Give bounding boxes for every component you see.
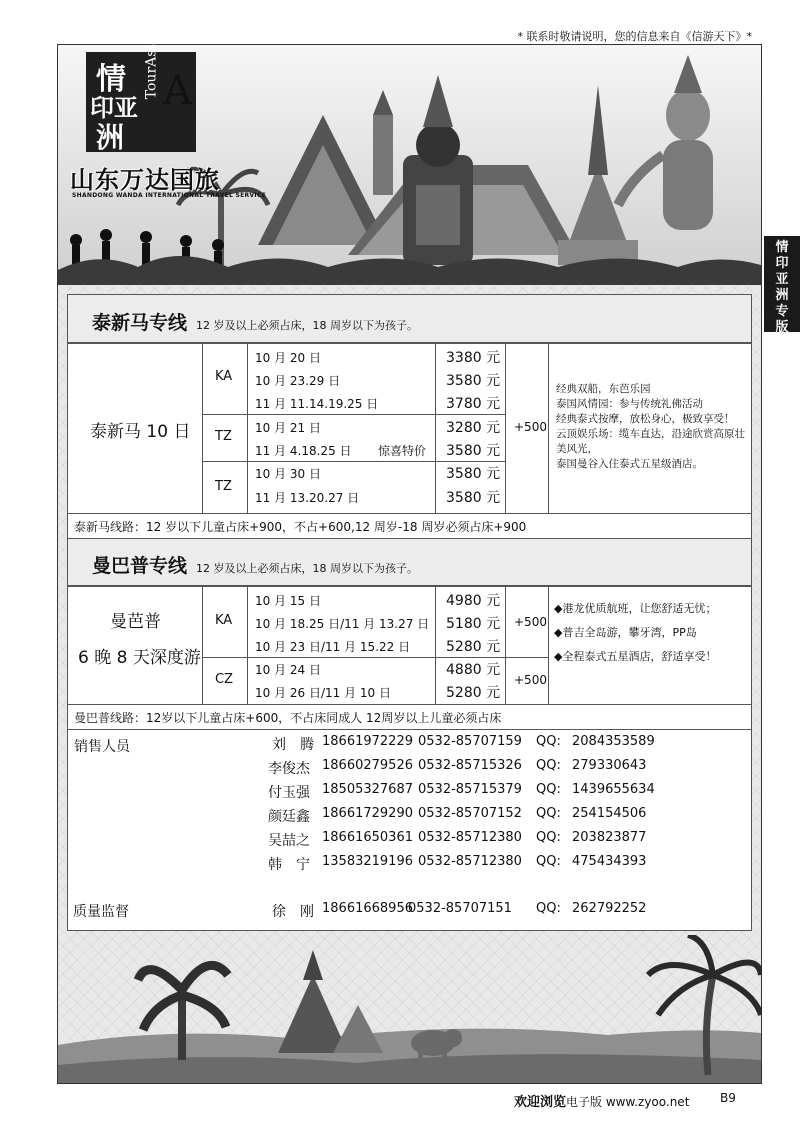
contact-phone[interactable]: 0532-85712380 — [418, 854, 522, 869]
contact-phone[interactable]: 0532-85712380 — [418, 830, 522, 845]
section2-features — [554, 597, 750, 669]
contact-name: 颜廷鑫 — [268, 809, 310, 825]
source-note: * 联系时敬请说明，您的信息来自《信游天下》* — [517, 30, 752, 43]
page-number: B9 — [720, 1091, 736, 1105]
price: 5280 元 — [446, 639, 501, 655]
side-tab-char: 情 — [775, 240, 789, 255]
departure-date: 10 月 26 日/11 月 10 日 — [255, 686, 392, 700]
departure-date: 10 月 15 日 — [255, 594, 321, 608]
footer-caption — [514, 1091, 689, 1110]
section1-note: 12 岁及以上必须占床，18 周岁以下为孩子。 — [196, 319, 418, 332]
logo-char-3: 洲 — [96, 121, 125, 154]
section1-route-note: 泰新马线路：12 岁以下儿童占床+900，不占+600,12 周岁-18 周岁必须占床+900 — [74, 520, 527, 534]
landscape-scene — [58, 935, 761, 1083]
contact-qq[interactable]: 2084353589 — [572, 734, 655, 749]
logo-letter: A — [163, 68, 192, 114]
quality-label: 质量监督 — [73, 904, 129, 920]
section2-header — [68, 539, 751, 586]
side-tab-char: 亚 — [775, 272, 789, 287]
section1-header — [68, 295, 751, 343]
section2-note: 12 岁及以上必须占床，18 周岁以下为孩子。 — [196, 562, 418, 575]
price: 5180 元 — [446, 616, 501, 632]
departure-date: 10 月 20 日 — [255, 351, 321, 365]
qq-label: QQ: — [536, 901, 561, 916]
airline-code: KA — [215, 369, 233, 384]
price: 4980 元 — [446, 593, 501, 609]
footer-label: 电子版 — [566, 1095, 603, 1109]
qq-label: QQ: — [536, 734, 561, 749]
qq-label: QQ: — [536, 854, 561, 869]
section1-product: 泰新马 10 日 — [90, 422, 191, 442]
contact-qq[interactable]: 1439655634 — [572, 782, 655, 797]
departure-date: 10 月 23 日/11 月 15.22 日 — [255, 640, 411, 654]
sales-label: 销售人员 — [74, 739, 130, 755]
company-name-en: SHANDONG WANDA INTERNATIONAL TRAVEL SERVICE — [72, 192, 267, 199]
airline-code: KA — [215, 613, 233, 628]
feature-item: 经典泰式按摩，放松身心，极致享受！ — [556, 413, 735, 425]
contact-mobile[interactable]: 18661650361 — [322, 830, 413, 845]
airline-code: TZ — [215, 479, 232, 494]
section1-features — [556, 382, 746, 472]
price: 3580 元 — [446, 466, 501, 482]
contact-name: 吴喆之 — [268, 833, 310, 849]
section1-table — [67, 343, 752, 514]
price: 3580 元 — [446, 373, 501, 389]
logo-en: TourAsia — [143, 36, 160, 100]
pagoda-icon — [278, 950, 383, 1053]
contact-mobile[interactable]: 13583219196 — [322, 854, 413, 869]
contact-phone[interactable]: 0532-85715379 — [418, 782, 522, 797]
departure-date: 10 月 18.25 日/11 月 13.27 日 — [255, 617, 430, 631]
price: 3580 元 — [446, 490, 501, 506]
special-offer: 惊喜特价 — [378, 444, 427, 458]
contact-mobile[interactable]: 18661668956 — [322, 901, 413, 916]
contact-qq[interactable]: 262792252 — [572, 901, 647, 916]
contact-phone[interactable]: 0532-85715326 — [418, 758, 522, 773]
price: 5280 元 — [446, 685, 501, 701]
departure-date: 10 月 24 日 — [255, 663, 321, 677]
departure-date: 10 月 23.29 日 — [255, 374, 341, 388]
section2-route-note: 曼巴普线路：12岁以下儿童占床+600，不占床同成人 12周岁以上儿童必须占床 — [74, 711, 502, 725]
contact-phone[interactable]: 0532-85707152 — [418, 806, 522, 821]
airline-code: TZ — [215, 429, 232, 444]
contact-phone[interactable]: 0532-85707159 — [418, 734, 522, 749]
footer-illustration — [58, 935, 761, 1083]
price: 3580 元 — [446, 443, 501, 459]
contact-mobile[interactable]: 18505327687 — [322, 782, 413, 797]
departure-date: 10 月 30 日 — [255, 467, 321, 481]
departure-date: 11 月 4.18.25 日 — [255, 444, 352, 458]
feature-item: 经典双船，东芭乐园 — [556, 383, 651, 395]
airline-code: CZ — [215, 672, 233, 687]
footer-url[interactable]: www.zyoo.net — [605, 1095, 690, 1109]
contact-mobile[interactable]: 18660279526 — [322, 758, 413, 773]
feature-item: ◆港龙优质航班，让您舒适无忧； — [554, 602, 717, 615]
feature-item: ◆普吉全岛游，攀牙湾，PP岛 — [554, 626, 697, 639]
feature-item: ◆全程泰式五星酒店，舒适享受！ — [554, 650, 717, 663]
contact-mobile[interactable]: 18661972229 — [322, 734, 413, 749]
qq-label: QQ: — [536, 806, 561, 821]
section1-title: 泰新马专线 — [92, 312, 188, 334]
price: 4880 元 — [446, 662, 501, 678]
logo-char-1: 情 — [96, 62, 126, 97]
section2-product-line2: 6 晚 8 天深度游 — [78, 648, 201, 668]
contact-name: 韩 宁 — [268, 857, 310, 873]
qq-label: QQ: — [536, 758, 561, 773]
contact-qq[interactable]: 203823877 — [572, 830, 647, 845]
section2-product-line1: 曼芭普 — [110, 612, 161, 632]
contact-qq[interactable]: 475434393 — [572, 854, 647, 869]
contact-phone[interactable]: 0532-85707151 — [408, 901, 512, 916]
surcharge: +500 — [514, 615, 547, 629]
departure-date: 10 月 21 日 — [255, 421, 321, 435]
price: 3380 元 — [446, 350, 501, 366]
contact-name: 刘 腾 — [272, 737, 314, 753]
qq-label: QQ: — [536, 830, 561, 845]
qq-label: QQ: — [536, 782, 561, 797]
contact-mobile[interactable]: 18661729290 — [322, 806, 413, 821]
contact-name: 付玉强 — [268, 785, 310, 801]
section2-table — [67, 586, 752, 705]
surcharge: +500 — [514, 673, 547, 687]
side-tab-char: 专 — [775, 304, 789, 319]
price: 3780 元 — [446, 396, 501, 412]
surcharge: +500 — [514, 420, 547, 434]
logo-char-2: 印亚 — [90, 93, 138, 122]
feature-item: 云顶娱乐场：缆车直达，沿途欣赏高原壮美风光， — [556, 428, 745, 455]
contact-qq[interactable]: 254154506 — [572, 806, 647, 821]
contact-name: 李俊杰 — [268, 761, 310, 777]
side-tab-char: 印 — [775, 256, 789, 271]
departure-date: 11 月 13.20.27 日 — [255, 491, 360, 505]
company-name: 山东万达国旅 — [70, 166, 220, 194]
price: 3280 元 — [446, 420, 501, 436]
section2-title: 曼巴普专线 — [92, 555, 188, 577]
side-tab-char: 版 — [775, 320, 789, 335]
footer-welcome: 欢迎浏览 — [514, 1095, 567, 1110]
side-tab — [764, 236, 800, 335]
departure-date: 11 月 11.14.19.25 日 — [255, 397, 379, 411]
contact-qq[interactable]: 279330643 — [572, 758, 647, 773]
contact-name: 徐 刚 — [272, 904, 314, 920]
feature-item: 泰国曼谷入住泰式五星级酒店。 — [556, 458, 703, 470]
feature-item: 泰国风情园：参与传统礼佛活动 — [556, 398, 703, 410]
side-tab-char: 洲 — [775, 288, 789, 303]
